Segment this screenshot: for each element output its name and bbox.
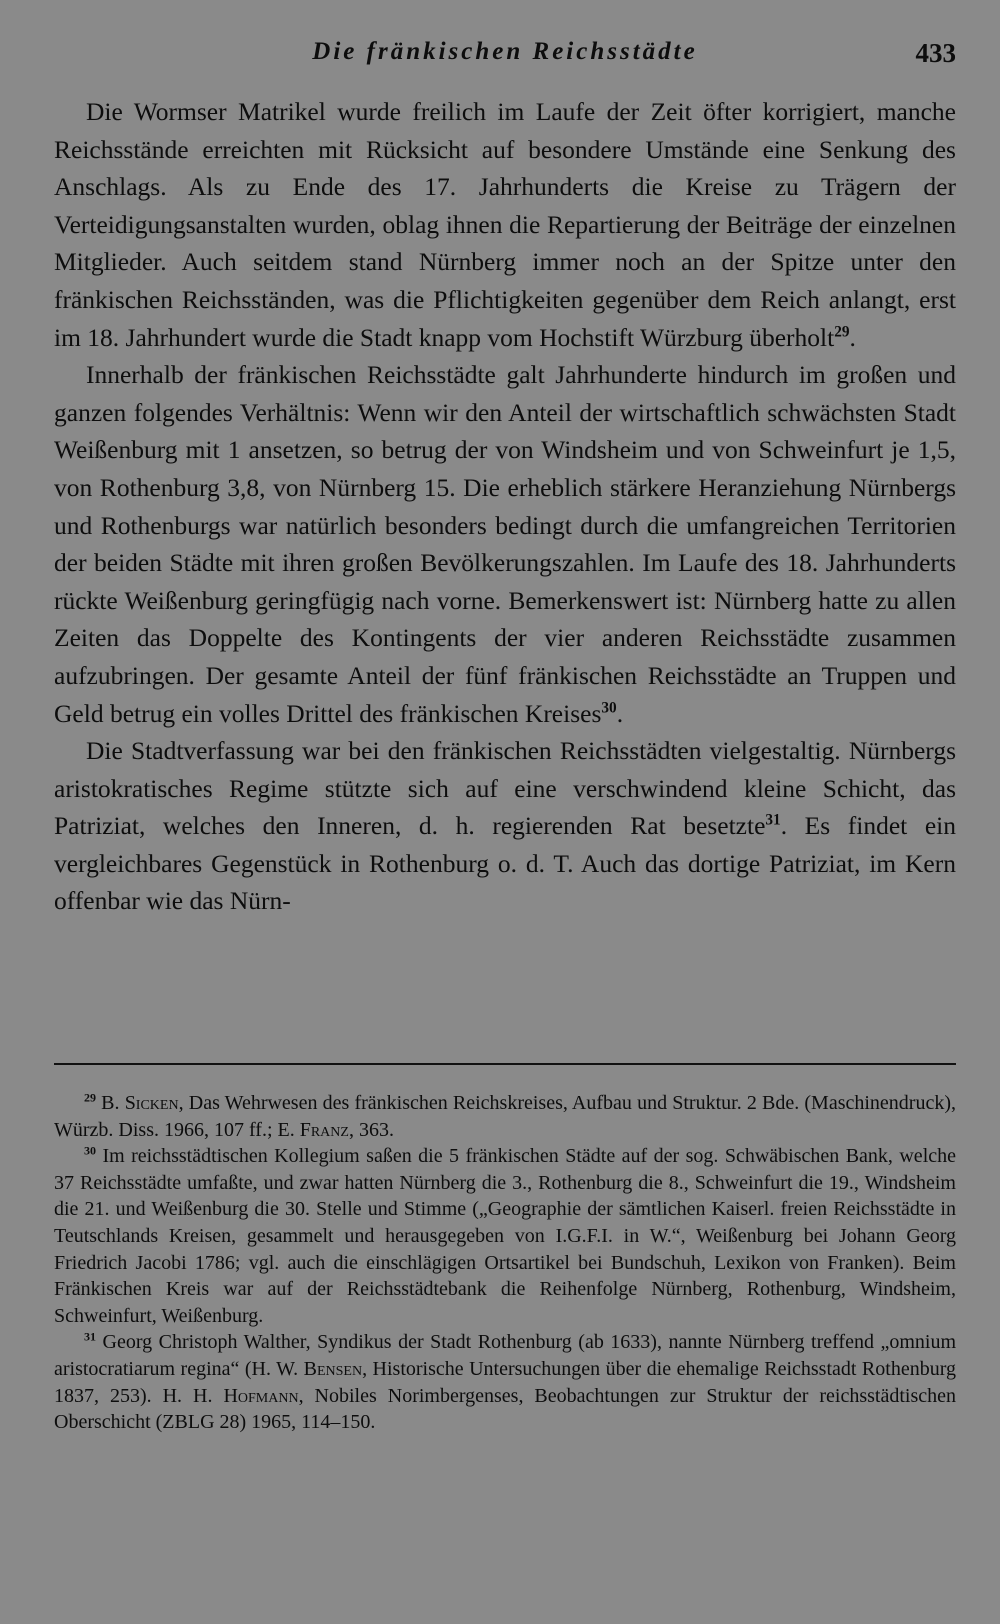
footnote-number: 29 (84, 1090, 96, 1105)
footnote-30: $^{30}$ Im reichsstädtischen Kollegium saßen die 5 fränkischen Städte auf der sog. Schwäbischen Bank, welche 37 Reichsstädte umfaßte, und zwar hatten Nürnberg die 3., Rothenburg die 8., Schweinfurt die 19., Windsheim die 21. und Weißenburg die 30. Stelle und Stimme („Geographie der sämtlichen Kaiserl. freien Reichsstädte in Teutschlands Kreisen, gesammelt und herausgegeben von I.G.F.I. in W.“, Weißenburg bei Johann Georg Friedrich Jacobi 1786; vgl. auch die einschlägigen Ortsartikel bei Bundschuh, Lexikon von Franken). Beim Fränkischen Kreis war auf der Reichsstädtebank die Reihenfolge Nürnberg, Rothenburg, Windsheim, Schweinfurt, Weißenburg. (54, 1143, 956, 1327)
footnote-ref-31[interactable]: 31 (765, 811, 781, 829)
footnotes (54, 1090, 956, 1436)
footnote-number: 30 (84, 1143, 96, 1158)
running-title: Die fränkischen Reichsstädte (312, 38, 698, 65)
footnote-ref-29[interactable]: 29 (834, 323, 850, 341)
running-head (54, 36, 956, 72)
paragraph-1: Die Wormser Matrikel wurde freilich im Laufe der Zeit öfter korrigiert, manche Reichsstände erreichten mit Rücksicht auf besondere Umstände eine Senkung des Anschlags. Als zu Ende des 17. Jahrhunderts die Kreise zu Trägern der Verteidigungsanstalten wurden, oblag ihnen die Repartierung der Beiträge der einzelnen Mitglieder. Auch seitdem stand Nürnberg immer noch an der Spitze unter den fränkischen Reichsständen, was die Pflichtigkeiten gegenüber dem Reich anlangt, erst im 18. Jahrhundert wurde die Stadt knapp vom Hochstift Würzburg überholt$^{29}$. (54, 97, 956, 352)
main-text (54, 93, 956, 920)
footnote-ref-30[interactable]: 30 (601, 699, 617, 716)
page-number: 433 (915, 38, 956, 68)
paragraph-3: Die Stadtverfassung war bei den fränkischen Reichsstädten vielgestaltig. Nürnbergs aristokratisches Regime stützte sich auf eine verschwindend kleine Schicht, das Patriziat, welches den Inneren, d. h. regierenden Rat besetzte$^{31}$. Es findet ein vergleichbares Gegenstück in Rothenburg o. d. T. Auch das dortige Patriziat, im Kern offenbar wie das Nürn- (54, 736, 956, 916)
footnote-31: $^{31}$ Georg Christoph Walther, Syndikus der Stadt Rothenburg (ab 1633), nannte Nürnberg treffend „omnium aristocratiarum regina“ (H. W. Bensen, Historische Untersuchungen über die ehemalige Reichsstadt Rothenburg 1837, 253). H. H. Hofmann, Nobiles Norimbergenses, Beobachtungen zur Struktur der reichsstädtischen Oberschicht (ZBLG 28) 1965, 114–150. (54, 1329, 957, 1434)
footnote-number: 31 (84, 1329, 96, 1344)
footnote-29: $^{29}$ B. Sicken, Das Wehrwesen des fränkischen Reichskreises, Aufbau und Struktur. 2 Bde. (Maschinendruck), Würzb. Diss. 1966, 107 ff.; E. Franz, 363. (54, 1090, 957, 1141)
footnote-divider (54, 1063, 956, 1065)
paragraph-2: Innerhalb der fränkischen Reichsstädte galt Jahrhunderte hindurch im großen und ganzen folgendes Verhältnis: Wenn wir den Anteil der wirtschaftlich schwächsten Stadt Weißenburg mit 1 ansetzen, so betrug der von Windsheim und von Schweinfurt je 1,5, von Rothenburg 3,8, von Nürnberg 15. Die erheblich stärkere Heranziehung Nürnbergs und Rothenburgs war natürlich besonders bedingt durch die umfangreichen Territorien der beiden Städte mit ihren großen Bevölkerungszahlen. Im Laufe des 18. Jahrhunderts rückte Weißenburg geringfügig nach vorne. Bemerkenswert ist: Nürnberg hatte zu allen Zeiten das Doppelte des Kontingents der vier anderen Reichsstädte zusammen aufzubringen. Der gesamte Anteil der fünf fränkischen Reichsstädte an Truppen und Geld betrug ein volles Drittel des fränkischen Kreises$^{30}$. (54, 360, 956, 728)
